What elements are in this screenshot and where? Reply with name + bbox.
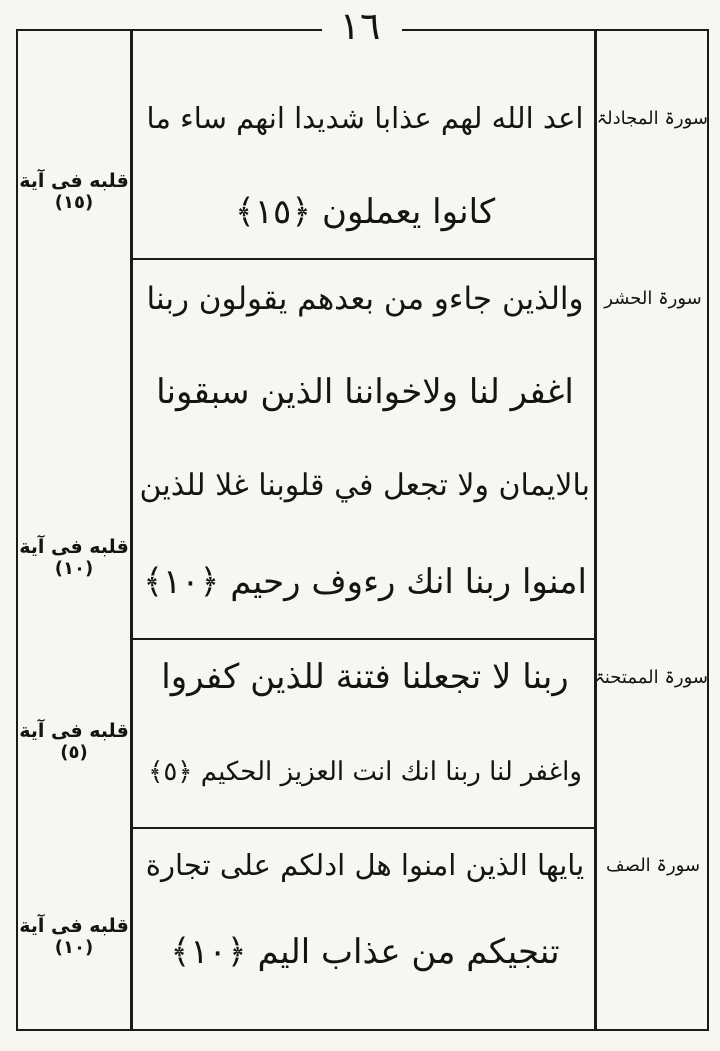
note-label: قلبه فی آیة — [19, 536, 129, 558]
verse-line: تنجيكم من عذاب اليم ﴿١٠﴾ — [170, 932, 560, 972]
verse-line: بالايمان ولا تجعل في قلوبنا غلا للذين — [139, 468, 590, 503]
row-divider — [133, 827, 594, 829]
surah-name: سورۃ الصف — [605, 855, 701, 876]
verse-line: واغفر لنا ربنا انك انت العزيز الحكيم ﴿٥﴾ — [148, 757, 582, 787]
verse-line: اغفر لنا ولاخواننا الذين سبقونا — [156, 372, 574, 412]
note-number: (١٠) — [54, 558, 94, 579]
row-divider — [133, 638, 594, 640]
note-number: (١٥) — [54, 192, 94, 213]
surah-name: سورۃ المجادلۃ — [596, 108, 708, 129]
surah-name: سورۃ الحشر — [604, 288, 702, 309]
note-label: قلبه فی آیة — [19, 720, 129, 742]
margin-note — [18, 170, 130, 214]
verse-line: كانوا يعملون ﴿١٥﴾ — [234, 192, 496, 232]
surah-column-divider — [594, 29, 597, 1031]
row-divider — [133, 258, 594, 260]
verse-line: والذين جاءو من بعدهم يقولون ربنا — [146, 281, 584, 317]
notes-column-divider — [130, 29, 133, 1031]
verse-line: يايها الذين امنوا هل ادلكم على تجارة — [145, 848, 585, 882]
verse-line: امنوا ربنا انك رءوف رحيم ﴿١٠﴾ — [143, 562, 587, 602]
margin-note — [18, 915, 130, 959]
verse-line: ربنا لا تجعلنا فتنة للذين كفروا — [161, 657, 569, 697]
note-label: قلبه فی آیة — [19, 170, 129, 192]
note-label: قلبه فی آیة — [19, 915, 129, 937]
verse-line: اعد الله لهم عذابا شديدا انهم ساء ما — [146, 101, 584, 135]
margin-note — [18, 720, 130, 764]
page-number: ١٦ — [339, 4, 381, 48]
note-number: (١٠) — [54, 937, 94, 958]
margin-note — [18, 536, 130, 580]
note-number: (٥) — [60, 742, 88, 763]
surah-name: سورۃ الممتحنۃ — [594, 667, 708, 688]
